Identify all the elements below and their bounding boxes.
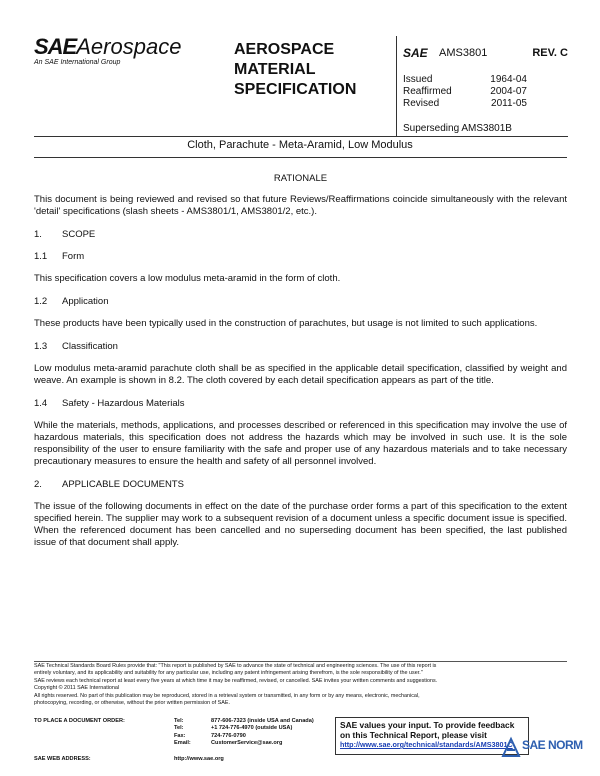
contact-key: Fax:: [174, 732, 186, 739]
date-label: Revised: [403, 98, 440, 109]
section-heading-application: [34, 296, 567, 308]
document-number: AMS3801: [439, 47, 488, 59]
section-title: Safety - Hazardous Materials: [62, 398, 185, 409]
section-heading-safety: [34, 398, 567, 410]
date-label: Reaffirmed: [403, 86, 452, 97]
section-title: Classification: [62, 341, 118, 352]
title-line: MATERIAL: [234, 61, 316, 78]
section-number: 2.: [34, 479, 42, 490]
section-number: 1.2: [34, 296, 48, 307]
section-title: Form: [62, 251, 85, 262]
contact-value: 877-606-7323 (inside USA and Canada): [211, 718, 314, 724]
document-title: Cloth, Parachute - Meta-Aramid, Low Modulus: [187, 139, 413, 151]
safety-text: While the materials, methods, applications, and processes described or referenced in this specification may involve the use of hazardous materials, this specification does not address the hazards which may be involved in such use. It is the sole responsibility of the user to ensure familiarity with the safe and proper use of any hazardous materials and to take necessary precautionary measures to ensure the health and safety of all personnel involved.: [34, 420, 567, 467]
web-label: SAE WEB ADDRESS:: [34, 756, 91, 762]
feedback-line: on this Technical Report, please visit: [340, 730, 487, 740]
section-number: 1.: [34, 229, 42, 240]
section-heading-scope: [34, 229, 567, 241]
rationale-heading: RATIONALE: [273, 173, 328, 184]
date-list: [403, 74, 527, 110]
application-text: These products have been typically used in the construction of parachutes, but usage is not limited to such applications.: [34, 318, 538, 329]
classification-text: Low modulus meta-aramid parachute cloth shall be as specified in the applicable detail specification, classified by weight and weave. An example is shown in 8.2. The cloth covered by each detail specification appears as part of the title.: [34, 363, 567, 386]
contact-row: [34, 733, 334, 740]
superseding-note: Superseding AMS3801B: [403, 123, 512, 134]
feedback-line: SAE values your input. To provide feedback: [340, 720, 515, 730]
date-value: 2004-07: [490, 86, 527, 97]
contact-key: Tel:: [174, 725, 184, 732]
sae-norm-icon: [500, 736, 522, 760]
title-divider: [34, 157, 567, 158]
feedback-link[interactable]: http://www.sae.org/technical/standards/AMS3801C: [340, 740, 513, 749]
applicable-documents-text: The issue of the following documents in effect on the date of the purchase order forms a part of this specification to the extent specified herein. The supplier may work to a subsequent revision of a document unless a specific document issue is specified. When the referenced document has been cancelled and no superseding document has been specified, the last published issue of that document shall apply.: [34, 501, 567, 548]
footer-divider: [34, 661, 567, 662]
logo-brand: SAE: [34, 34, 77, 59]
spec-type-title: [234, 40, 356, 100]
header-divider: [34, 136, 567, 137]
sae-norm-watermark: [500, 736, 583, 766]
form-text: This specification covers a low modulus meta-aramid in the form of cloth.: [34, 273, 341, 284]
section-heading-classification: [34, 341, 567, 353]
date-value: 2011-05: [491, 98, 527, 109]
rationale-text: This document is being reviewed and revised so that future Reviews/Reaffirmations coincide simultaneously with the relevant 'detail' specifications (slash sheets - AMS3801/1, AMS3801/2, etc.).: [34, 194, 567, 217]
order-label: TO PLACE A DOCUMENT ORDER:: [34, 718, 125, 724]
logo-name: Aerospace: [76, 34, 182, 59]
section-heading-applicable-documents: [34, 479, 567, 491]
date-value: 1964-04: [490, 74, 527, 85]
watermark-text: SAE NORM: [522, 738, 583, 752]
section-number: 1.4: [34, 398, 48, 409]
logo-tagline: An SAE International Group: [34, 59, 121, 66]
document-info-box: [396, 36, 568, 137]
section-title: Application: [62, 296, 109, 307]
section-number: 1.1: [34, 251, 48, 262]
section-number: 1.3: [34, 341, 48, 352]
contact-key: Email:: [174, 740, 191, 747]
date-row-reaffirmed: [403, 86, 527, 98]
footer-note-line: photocopying, recording, or otherwise, without the prior written permission of SAE.: [34, 700, 230, 707]
date-label: Issued: [403, 74, 433, 85]
contact-row: [34, 725, 334, 732]
contact-row: [34, 740, 334, 747]
contact-value: +1 724-776-4970 (outside USA): [211, 725, 293, 732]
footer-note-line: SAE reviews each technical report at least every five years at which time it may be reaffirmed, revised, or cancelled. SAE invites your written comments and suggestions.: [34, 677, 438, 684]
footer-note-line: SAE Technical Standards Board Rules provide that: "This report is published by SAE to advance the state of technical and engineering sciences. The use of this report is: [34, 663, 437, 669]
web-address-row: [34, 756, 224, 762]
section-title: SCOPE: [62, 229, 96, 240]
title-line: AEROSPACE: [234, 41, 335, 58]
contact-value: 724-776-0790: [211, 732, 246, 739]
sae-mark: SAE: [403, 46, 428, 60]
contact-row: [34, 718, 334, 725]
date-row-revised: [403, 98, 527, 110]
footer-note-line: entirely voluntary, and its applicability and suitability for any particular use, including any patent infringement arising therefrom, is the sole responsibility of the user.": [34, 670, 423, 677]
footer-note-line: Copyright © 2011 SAE International: [34, 685, 120, 692]
sae-aerospace-logo: [34, 36, 224, 66]
footer-notes: [34, 663, 567, 707]
section-heading-form: [34, 251, 567, 263]
document-header: [34, 36, 567, 136]
footer-note-line: All rights reserved. No part of this publication may be reproduced, stored in a retrieval system or transmitted, in any form or by any means, electronic, mechanical,: [34, 692, 420, 699]
document-body: [34, 173, 567, 560]
web-address-link[interactable]: http://www.sae.org: [174, 756, 224, 762]
date-row-issued: [403, 74, 527, 86]
contact-email[interactable]: CustomerService@sae.org: [211, 740, 283, 747]
revision-label: REV. C: [532, 47, 568, 59]
title-line: SPECIFICATION: [234, 81, 357, 98]
section-title: APPLICABLE DOCUMENTS: [62, 479, 184, 490]
order-contact-block: [34, 718, 334, 748]
contact-key: Tel:: [174, 718, 184, 724]
